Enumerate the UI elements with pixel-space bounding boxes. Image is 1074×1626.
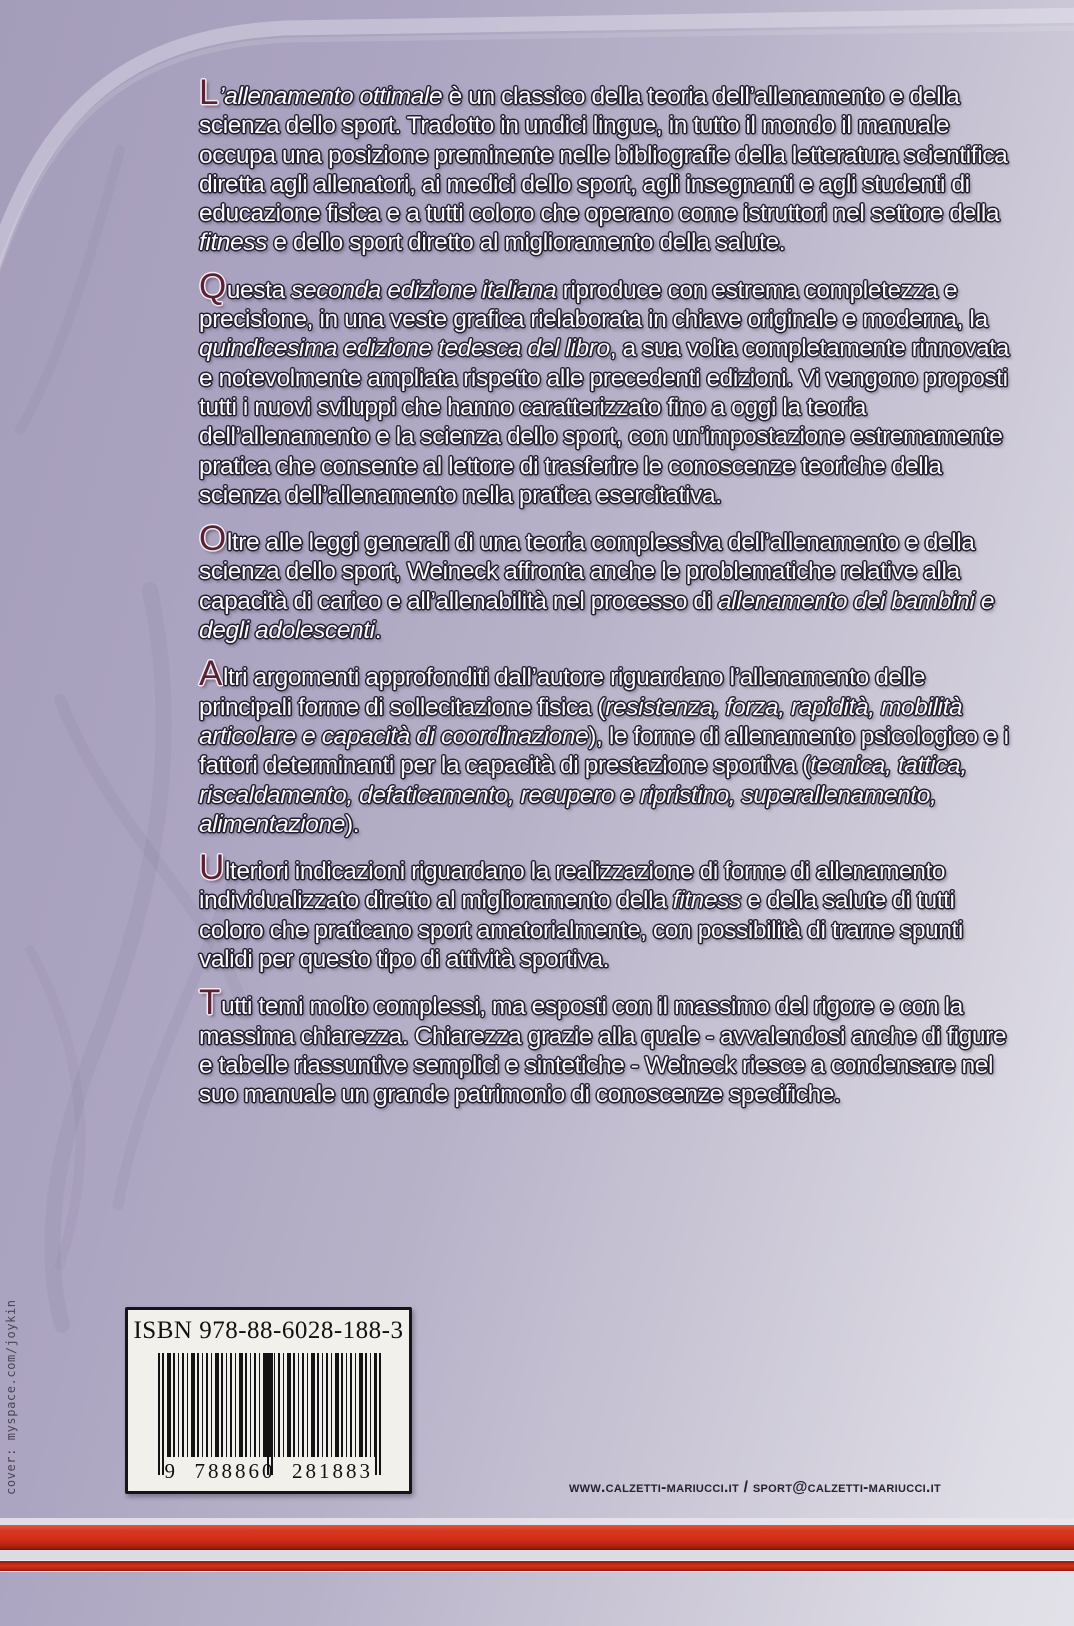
- barcode-guard-bar: [271, 1353, 273, 1475]
- blurb-paragraph-3: Oltre alle leggi generali di una teoria complessiva dell’allenamento e della scienza dello sport, Weineck affronta anche le problematiche relative alla capacità di carico e all’allenabilità nel processo di allenamento dei bambini e degli adolescenti.: [199, 519, 995, 645]
- blurb-paragraph-5: Ulteriori indicazioni riguardano la realizzazione di forme di allenamento individualizzato diretto al miglioramento della fitness e della salute di tutti coloro che praticano sport amatorialmente, con possibilità di trarne spunti validi per questo tipo di attività sportiva.: [199, 848, 963, 974]
- ean13-barcode: [149, 1353, 389, 1485]
- barcode-guard-bar: [267, 1353, 269, 1475]
- barcode-guard-bar: [162, 1353, 164, 1475]
- barcode-guard-bar: [375, 1353, 377, 1475]
- isbn-number: ISBN 978-88-6028-188-3: [133, 1317, 404, 1344]
- light-separator-line: [0, 1518, 1074, 1525]
- cover-credit-vertical-text: cover: myspace.com/joykin: [4, 1299, 18, 1495]
- publisher-website-text: www.calzetti-mariucci.it / sport@calzetti-mariucci.it: [568, 1479, 942, 1496]
- stripe-gap: [0, 1550, 1074, 1561]
- barcode-guard-bar: [379, 1353, 381, 1475]
- barcode-guard-bar: [158, 1353, 160, 1475]
- blurb-paragraph-4: Altri argomenti approfonditi dall’autore riguardano l’allenamento delle principali forme di sollecitazione fisica (resistenza, forza, rapidità, mobilità articolare e capacità di coordinazione), le forme di allenamento psicologico e i fattori determinanti per la capacità di prestazione sportiva (tecnica, tattica, riscaldamento, defaticamento, recupero e ripristino, superallenamento, alimentazione).: [199, 654, 1009, 838]
- blurb-text-block: [199, 73, 1021, 1124]
- barcode-bars: [158, 1353, 380, 1457]
- red-stripe-thin: [0, 1561, 1074, 1571]
- red-stripe-thick: [0, 1525, 1074, 1550]
- blurb-paragraph-1: L’allenamento ottimale è un classico della teoria dell’allenamento e della scienza dello sport. Tradotto in undici lingue, in tutto il mondo il manuale occupa una posizione preminente nelle bibliografie della letteratura scientifica diretta agli allenatori, ai medici dello sport, agli insegnanti e agli studenti di educazione fisica e a tutti coloro che operano come istruttori nel settore della fitness e dello sport diretto al miglioramento della salute.: [199, 73, 1008, 257]
- blurb-paragraph-2: Questa seconda edizione italiana riproduce con estrema completezza e precisione, in una veste grafica rielaborata in chiave originale e moderna, la quindicesima edizione tedesca del libro, a sua volta completamente rinnovata e notevolmente ampliata rispetto alle precedenti edizioni. Vi vengono proposti tutti i nuovi sviluppi che hanno caratterizzato fino a oggi la teoria dell’allenamento e la scienza dello sport, con un’impostazione estremamente pratica che consente al lettore di trasferire le conoscenze teoriche della scienza dell’allenamento nella pratica esercitativa.: [199, 266, 1009, 509]
- isbn-barcode-box: [125, 1307, 412, 1494]
- barcode-digits: 9 788860 281883: [164, 1459, 373, 1483]
- blurb-paragraph-6: Tutti temi molto complessi, ma esposti con il massimo del rigore e con la massima chiarezza. Chiarezza grazie alla quale - avvalendosi anche di figure e tabelle riassuntive semplici e sintetiche - Weineck riesce a condensare nel suo manuale un grande patrimonio di conoscenze specifiche.: [199, 983, 1007, 1109]
